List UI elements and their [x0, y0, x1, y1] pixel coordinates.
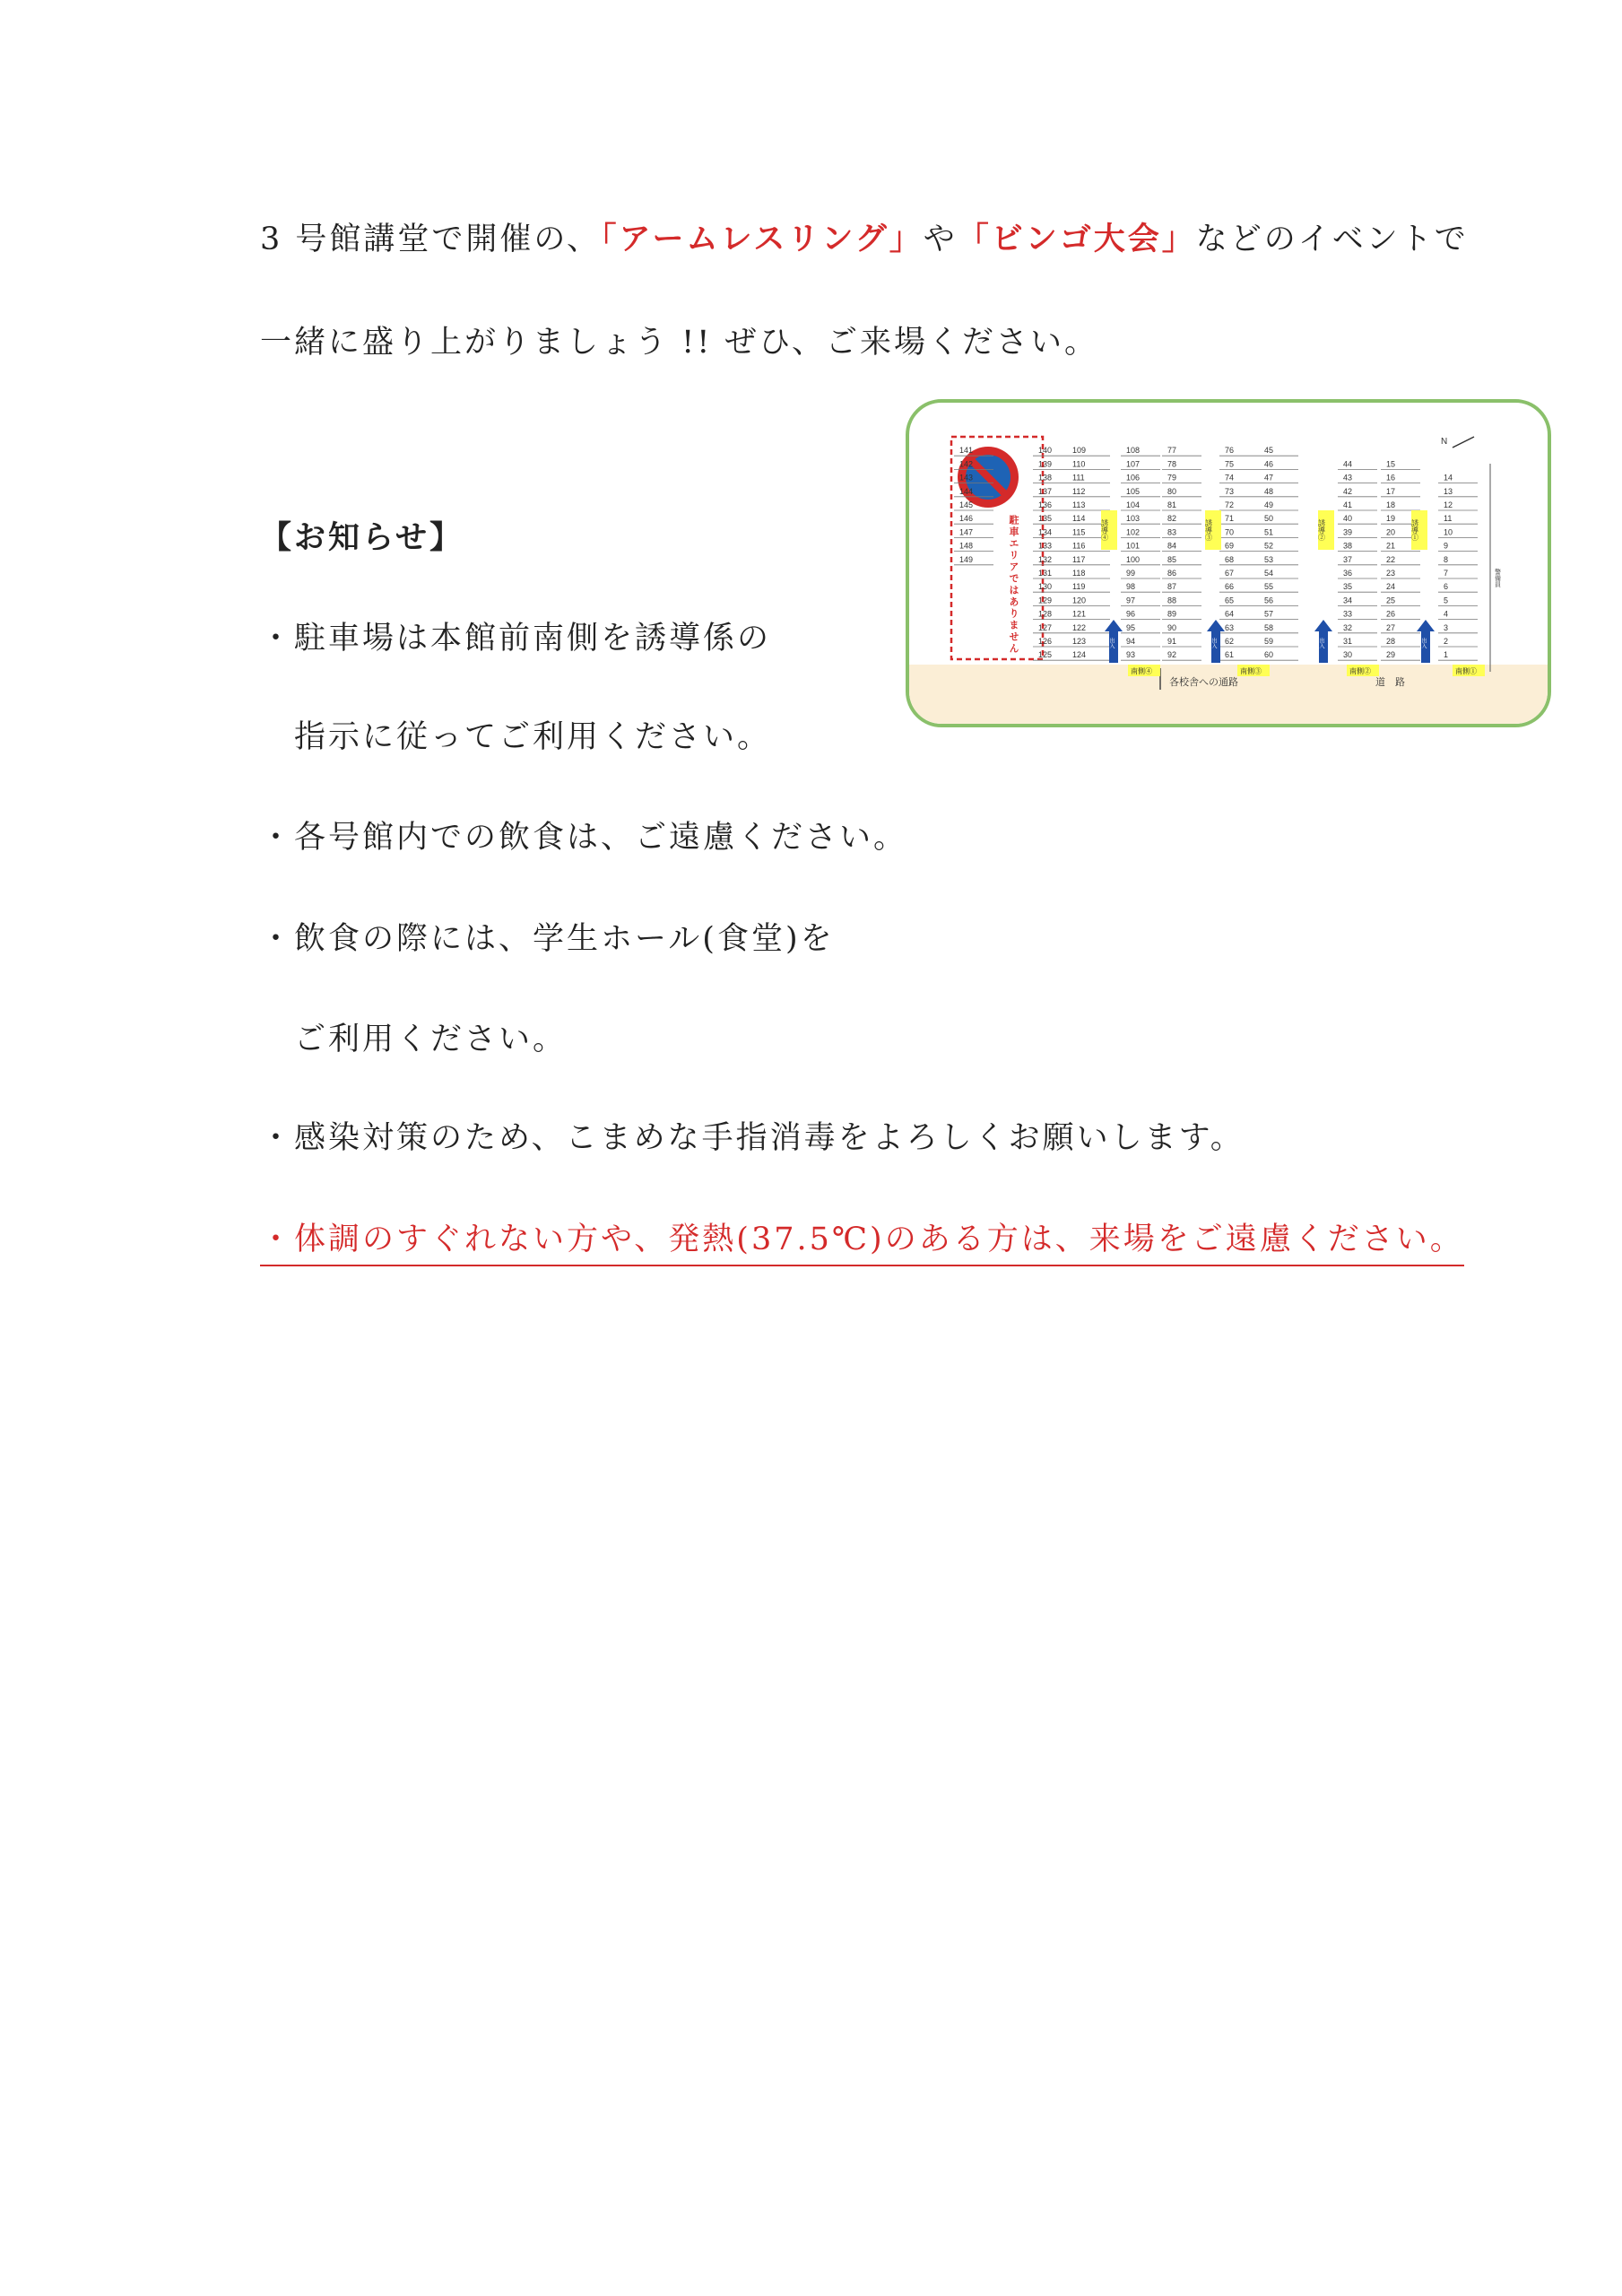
- parking-space-number: 29: [1386, 650, 1396, 660]
- parking-space-number: 106: [1126, 473, 1141, 483]
- guide-label: 誘導③: [1204, 519, 1213, 541]
- entrance-label: 出入: [1210, 638, 1216, 648]
- parking-space-number: 13: [1444, 486, 1453, 496]
- parking-space-number: 94: [1126, 637, 1136, 646]
- parking-space-number: 15: [1386, 459, 1396, 469]
- parking-space-number: 57: [1264, 609, 1274, 619]
- parking-space-number: 144: [959, 486, 974, 496]
- parking-space-number: 112: [1072, 486, 1086, 496]
- parking-space-number: 46: [1264, 459, 1274, 469]
- parking-space-number: 9: [1444, 541, 1449, 551]
- parking-space-number: 133: [1038, 541, 1053, 551]
- parking-space-number: 69: [1225, 541, 1235, 551]
- parking-space-number: 93: [1126, 650, 1136, 660]
- parking-space-number: 131: [1038, 569, 1053, 578]
- parking-space-number: 110: [1072, 459, 1086, 469]
- parking-space-number: 142: [959, 459, 974, 469]
- parking-space-number: 51: [1264, 527, 1274, 537]
- parking-space-number: 3: [1444, 622, 1449, 632]
- south-label: 南側④: [1131, 667, 1152, 675]
- parking-space-number: 107: [1126, 459, 1141, 469]
- parking-space-number: 87: [1167, 582, 1177, 592]
- entrance-arrow-icon: [1314, 620, 1332, 663]
- parking-space-number: 84: [1167, 541, 1177, 551]
- parking-space-number: 40: [1343, 514, 1353, 524]
- road-to-buildings-label: 各校舎への通路: [1169, 677, 1238, 688]
- parking-space-number: 126: [1038, 637, 1053, 646]
- parking-space-number: 125: [1038, 650, 1053, 660]
- entrance-arrow-icon: [1417, 620, 1435, 663]
- parking-space-number: 41: [1343, 500, 1353, 509]
- parking-space-number: 136: [1038, 500, 1053, 509]
- parking-space-number: 135: [1038, 514, 1053, 524]
- parking-space-number: 143: [959, 473, 974, 483]
- parking-space-number: 20: [1386, 527, 1396, 537]
- parking-space-number: 124: [1072, 650, 1087, 660]
- parking-space-number: 114: [1072, 514, 1086, 524]
- parking-space-number: 53: [1264, 554, 1274, 564]
- notice-item: ・駐車場は本館前南側を誘導係の: [260, 621, 772, 657]
- notice-item-cont: ご利用ください。: [294, 1022, 568, 1057]
- parking-space-number: 10: [1444, 527, 1453, 537]
- parking-space-number: 98: [1126, 582, 1136, 592]
- parking-space-number: 73: [1225, 486, 1235, 496]
- north-arrow-icon: [1453, 437, 1474, 448]
- parking-space-number: 92: [1167, 650, 1177, 660]
- intro-line-1: [260, 220, 1469, 259]
- parking-space-number: 113: [1072, 500, 1086, 509]
- parking-space-number: 147: [959, 527, 974, 537]
- parking-space-number: 31: [1343, 637, 1353, 646]
- parking-space-number: 66: [1225, 582, 1235, 592]
- parking-space-number: 82: [1167, 514, 1177, 524]
- north-label: N: [1441, 437, 1448, 447]
- entrance-arrow-icon: [1207, 620, 1225, 663]
- intro-line-2: 一緒に盛り上がりましょう !! ぜひ、ご来場ください。: [260, 325, 1098, 361]
- intro-text: 3 号館講堂で開催の、: [260, 222, 601, 257]
- parking-space-number: 116: [1072, 541, 1086, 551]
- south-label: 南側①: [1455, 667, 1477, 675]
- parking-space-number: 63: [1225, 622, 1235, 632]
- parking-space-number: 47: [1264, 473, 1274, 483]
- parking-space-number: 104: [1126, 500, 1141, 509]
- parking-space-number: 121: [1072, 609, 1087, 619]
- south-label: 南側②: [1349, 667, 1371, 675]
- parking-space-number: 45: [1264, 446, 1274, 456]
- guide-label: 誘導④: [1100, 519, 1109, 541]
- notice-item: ・各号館内での飲食は、ご遠慮ください。: [260, 820, 908, 856]
- parking-space-number: 34: [1343, 596, 1353, 605]
- parking-space-number: 95: [1126, 622, 1136, 632]
- parking-space-number: 5: [1444, 596, 1449, 605]
- parking-space-number: 85: [1167, 554, 1177, 564]
- parking-lot-diagram: [909, 403, 1548, 724]
- parking-space-number: 49: [1264, 500, 1274, 509]
- no-parking-text: 駐車エリアではありません: [1008, 515, 1019, 655]
- entrance-label: 出入: [1420, 638, 1426, 648]
- entrance-arrow-icon: [1105, 620, 1123, 663]
- parking-space-number: 23: [1386, 569, 1396, 578]
- parking-space-number: 88: [1167, 596, 1177, 605]
- parking-space-number: 4: [1444, 609, 1449, 619]
- parking-space-number: 139: [1038, 459, 1053, 469]
- parking-space-number: 50: [1264, 514, 1274, 524]
- parking-space-number: 67: [1225, 569, 1235, 578]
- road-band: [909, 665, 1548, 724]
- parking-space-number: 54: [1264, 569, 1274, 578]
- parking-space-number: 134: [1038, 527, 1053, 537]
- parking-space-number: 148: [959, 541, 974, 551]
- parking-space-number: 7: [1444, 569, 1449, 578]
- parking-space-number: 123: [1072, 637, 1087, 646]
- parking-space-number: 77: [1167, 446, 1177, 456]
- parking-space-number: 101: [1126, 541, 1141, 551]
- parking-space-number: 127: [1038, 622, 1053, 632]
- parking-space-number: 117: [1072, 554, 1086, 564]
- parking-space-number: 37: [1343, 554, 1353, 564]
- parking-space-number: 30: [1343, 650, 1353, 660]
- parking-space-number: 100: [1126, 554, 1141, 564]
- parking-space-number: 70: [1225, 527, 1235, 537]
- parking-space-number: 17: [1386, 486, 1396, 496]
- parking-space-number: 21: [1386, 541, 1396, 551]
- parking-space-number: 146: [959, 514, 974, 524]
- parking-space-number: 81: [1167, 500, 1177, 509]
- parking-space-number: 132: [1038, 554, 1053, 564]
- parking-space-number: 91: [1167, 637, 1177, 646]
- parking-space-number: 61: [1225, 650, 1235, 660]
- parking-space-number: 26: [1386, 609, 1396, 619]
- parking-space-number: 108: [1126, 446, 1141, 456]
- parking-space-number: 79: [1167, 473, 1177, 483]
- parking-space-number: 72: [1225, 500, 1235, 509]
- parking-space-number: 24: [1386, 582, 1396, 592]
- parking-space-number: 78: [1167, 459, 1177, 469]
- guide-label: 誘導②: [1317, 519, 1326, 541]
- parking-space-number: 90: [1167, 622, 1177, 632]
- parking-space-number: 105: [1126, 486, 1141, 496]
- parking-space-number: 111: [1072, 473, 1085, 483]
- parking-space-number: 35: [1343, 582, 1353, 592]
- parking-space-number: 141: [959, 446, 974, 456]
- parking-space-number: 64: [1225, 609, 1235, 619]
- parking-space-number: 130: [1038, 582, 1053, 592]
- parking-space-number: 55: [1264, 582, 1274, 592]
- parking-space-number: 65: [1225, 596, 1235, 605]
- parking-space-number: 115: [1072, 527, 1086, 537]
- entrance-label: 出入: [1108, 638, 1114, 648]
- parking-space-number: 71: [1225, 514, 1235, 524]
- parking-space-number: 103: [1126, 514, 1141, 524]
- parking-space-number: 19: [1386, 514, 1396, 524]
- parking-space-number: 32: [1343, 622, 1353, 632]
- parking-space-number: 28: [1386, 637, 1396, 646]
- parking-space-number: 33: [1343, 609, 1353, 619]
- event-bingo: 「ビンゴ大会」: [957, 221, 1196, 257]
- parking-space-number: 129: [1038, 596, 1053, 605]
- parking-space-number: 43: [1343, 473, 1353, 483]
- parking-space-number: 119: [1072, 582, 1086, 592]
- parking-space-number: 97: [1126, 596, 1136, 605]
- parking-space-number: 25: [1386, 596, 1396, 605]
- parking-space-number: 99: [1126, 569, 1136, 578]
- parking-space-number: 38: [1343, 541, 1353, 551]
- parking-space-number: 118: [1072, 569, 1086, 578]
- parking-space-number: 52: [1264, 541, 1274, 551]
- parking-space-number: 27: [1386, 622, 1396, 632]
- parking-space-number: 8: [1444, 554, 1449, 564]
- parking-space-number: 14: [1444, 473, 1453, 483]
- event-arm-wrestling: 「アームレスリング」: [601, 221, 924, 257]
- parking-space-number: 22: [1386, 554, 1396, 564]
- parking-space-number: 76: [1225, 446, 1235, 456]
- parking-space-number: 102: [1126, 527, 1141, 537]
- parking-space-number: 145: [959, 500, 974, 509]
- parking-space-number: 68: [1225, 554, 1235, 564]
- guide-label: 誘導①: [1410, 519, 1419, 541]
- parking-space-number: 140: [1038, 446, 1053, 456]
- parking-space-number: 86: [1167, 569, 1177, 578]
- intro-text: などのイベントで: [1195, 222, 1469, 257]
- parking-space-number: 128: [1038, 609, 1053, 619]
- parking-space-number: 120: [1072, 596, 1087, 605]
- parking-space-number: 83: [1167, 527, 1177, 537]
- parking-space-number: 2: [1444, 637, 1449, 646]
- parking-space-number: 42: [1343, 486, 1353, 496]
- parking-space-number: 96: [1126, 609, 1136, 619]
- parking-space-number: 149: [959, 554, 974, 564]
- notice-heading: 【お知らせ】: [260, 519, 464, 556]
- parking-space-number: 75: [1225, 459, 1235, 469]
- parking-space-number: 58: [1264, 622, 1274, 632]
- parking-space-number: 18: [1386, 500, 1396, 509]
- parking-space-number: 60: [1264, 650, 1274, 660]
- parking-space-number: 36: [1343, 569, 1353, 578]
- parking-space-number: 6: [1444, 582, 1449, 592]
- parking-space-number: 122: [1072, 622, 1087, 632]
- entrance-label: 出入: [1318, 638, 1323, 648]
- notice-item: ・感染対策のため、こまめな手指消毒をよろしくお願いします。: [260, 1120, 1245, 1156]
- parking-map: [906, 399, 1551, 727]
- side-label: 警備員: [1494, 569, 1501, 587]
- parking-space-number: 138: [1038, 473, 1053, 483]
- parking-space-number: 80: [1167, 486, 1177, 496]
- parking-space-number: 44: [1343, 459, 1353, 469]
- notice-item-warning: ・体調のすぐれない方や、発熱(37.5℃)のある方は、来場をご遠慮ください。: [260, 1220, 1464, 1266]
- parking-space-number: 39: [1343, 527, 1353, 537]
- parking-space-number: 109: [1072, 446, 1087, 456]
- parking-space-number: 62: [1225, 637, 1235, 646]
- parking-space-number: 74: [1225, 473, 1235, 483]
- intro-text: や: [923, 222, 958, 257]
- parking-space-number: 137: [1038, 486, 1053, 496]
- parking-space-number: 48: [1264, 486, 1274, 496]
- parking-space-number: 89: [1167, 609, 1177, 619]
- parking-space-number: 1: [1444, 650, 1449, 660]
- notice-item: ・飲食の際には、学生ホール(食堂)を: [260, 921, 835, 957]
- notice-item-cont: 指示に従ってご利用ください。: [294, 719, 772, 755]
- parking-space-number: 16: [1386, 473, 1396, 483]
- parking-space-number: 56: [1264, 596, 1274, 605]
- parking-space-number: 11: [1444, 514, 1453, 524]
- parking-space-number: 59: [1264, 637, 1274, 646]
- south-label: 南側③: [1240, 667, 1262, 675]
- parking-space-number: 12: [1444, 500, 1453, 509]
- road-label: 道 路: [1375, 677, 1405, 688]
